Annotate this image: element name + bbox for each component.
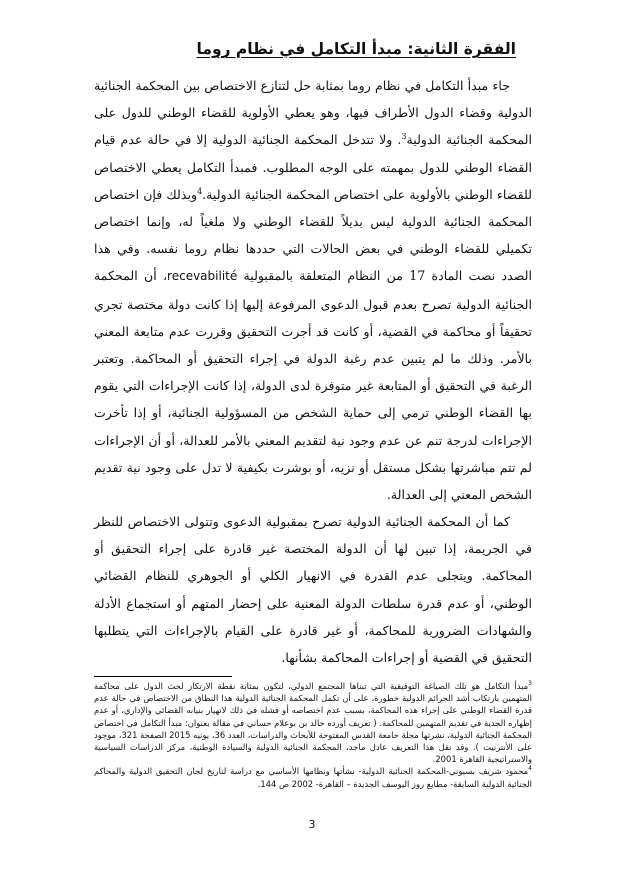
- paragraph-2: كما أن المحكمة الجنائية الدولية تصرح بمقبولية الدعوى وتتولى الاختصاص للنظر في الجريمة، إذا تبين لها أن الدولة المختصة غير قادرة على إجراء التحقيق أو المحاكمة. ويتجلى عدم القدرة في الانهيار الكلي أو الجوهري للنظام القضائي الوطني، أو عدم قدرة سلطات الدولة المعنية على إحضار المتهم أو استجماع الأدلة والشهادات الضرورية للمحاكمة، أو غير قادرة على القيام بالإجراءات التي يتطلبها التحقيق في القضية أو إجراءات المحاكمة بشأنها.: [94, 514, 532, 666]
- footnote-3: [94, 680, 532, 765]
- footnotes: [94, 680, 532, 790]
- footnote-4-number: 4: [528, 765, 532, 773]
- footnote-4-text: محمود شريف بسيوني-المحكمة الجنائية الدولية- نشأتها ونظامها الأساسي مع دراسة لتاريخ لجان التحقيق الدولية والمحاكم الجنائية الدولية السابقة- مطابع روز اليوسف الجديدة – القاهرة- 2002 ص 144.: [94, 766, 532, 789]
- recevabilite-term: recevabilité: [167, 269, 238, 284]
- footnote-4: [94, 765, 532, 789]
- page-number: 3: [308, 818, 316, 831]
- footnote-ref-4[interactable]: 4: [197, 186, 203, 196]
- paragraph-1: [94, 72, 532, 508]
- footnote-3-text: مبدأ التكامل هو تلك الصياغة التوفيقية التي تبناها المجتمع الدولي، لتكون بمثابة نقطة الارتكاز لحث الدول على محاكمة المتهمين بارتكاب أشد الجرائم الدولية خطورة، على أن تكمل المحكمة الجنائية الدولية هذا النطاق من الاختصاص في حالة عدم قدرة القضاء الوطني على إجراء هذه المحاكمة، بسبب عدم اختصاصه أو فشله في ذلك لانهيار بنيانه القضائي والإداري، أو عدم إظهاره الجدية في تقديم المتهمين للمحاكمة. ( تعريف أورده خالد بن بوعلام حساني في مقالة بعنوان: مبدأ التكامل في اختصاص المحكمة الجنائية الدولية، نشرتها مجلة جامعة القدس المفتوحة للأبحاث والدراسات، العدد 36، يونيه 2015 الصفحة 321، موجود على الأنترنيت ). وقد نقل هذا التعريف عادل ماجد، المحكمة الجنائية الدولية والسيادة الوطنية، مركز الدراسات السياسية والاستراتيجية القاهرة 2001.: [94, 681, 532, 765]
- paragraph-1-part-c: وبذلك فإن اختصاص المحكمة الجنائية الدولية ليس بديلاً للقضاء الوطني ولا ملغياً له، وإنما اختصاص تكميلي للقضاء الوطني في بعض الحالات التي حددها نظام روما نفسه. وفي هذا الصدد نصت المادة 17 من النظام المتعلقة بالمقبولية: [94, 186, 532, 284]
- paragraph-1-part-a: جاء مبدأ التكامل في نظام روما بمثابة حل لتنازع الاختصاص بين المحكمة الجنائية الدولية وقضاء الدول الأطراف فيها، وهو يعطي الأولوية للقضاء الوطني للدول على المحكمة الجنائية الدولية: [94, 78, 532, 148]
- paragraph-1-part-d: ، أن المحكمة الجنائية الدولية تصرح بعدم قبول الدعوى المرفوعة إليها إذا كانت دولة مختصة تجري تحقيقاً أو محاكمة في القضية، أو كانت قد أجرت التحقيق وقررت عدم متابعة المعني بالأمر. وذلك ما لم يتبين عدم رغبة الدولة في إجراء التحقيق أو المحاكمة. وتعتبر الرغبة في التحقيق أو المتابعة غير متوفرة لدى الدولة، إذا كانت الإجراءات التي يقوم بها القضاء الوطني ترمي إلى حماية الشخص من المسؤولية الجنائية، أو إذا تأخرت الإجراءات لدرجة تنم عن عدم وجود نية لتقديم المعني بالأمر للعدالة، أو أن الإجراءات لم تتم مباشرتها بشكل مستقل أو نزيه، أو بوشرت بكيفية لا تدل على وجود نية تقديم الشخص المعني إلى العدالة.: [94, 268, 532, 503]
- paragraph-1-part-b: . ولا تتدخل المحكمة الجنائية الدولية إلا في حالة عدم قيام القضاء الوطني للدول بمهمته على الوجه المطلوب. فمبدأ التكامل يعطي الاختصاص للقضاء الوطني بالأولوية على اختصاص المحكمة الجنائية الدولية.: [94, 132, 532, 202]
- footnote-ref-3[interactable]: 3: [401, 132, 407, 142]
- footnote-divider: [94, 676, 232, 677]
- footnote-3-number: 3: [528, 680, 532, 688]
- section-heading: الفقرة الثانية: مبدأ التكامل في نظام روما: [196, 40, 516, 58]
